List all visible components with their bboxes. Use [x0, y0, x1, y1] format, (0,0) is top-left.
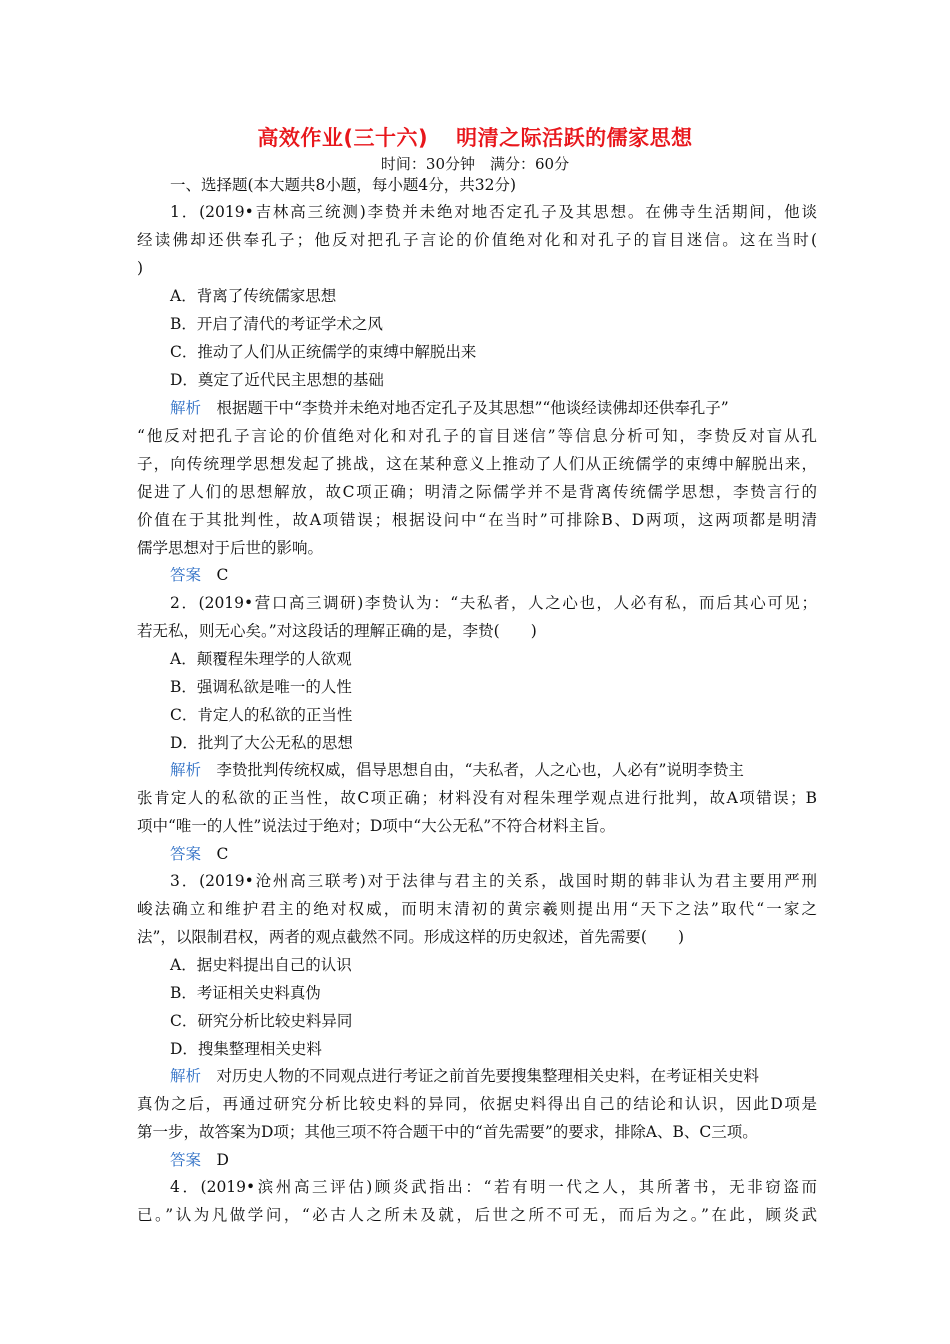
q1-analysis-line: 促进了人们的思想解放，故C项正确；明清之际儒学并不是背离传统儒学思想，李贽言行的: [137, 483, 817, 501]
q1-answer-line: [170, 565, 850, 585]
q2-analysis-text: 李贽批判传统权威，倡导思想自由，“夫私者，人之心也，人必有”说明李贽主: [216, 761, 744, 779]
answer-label: 答案: [170, 845, 202, 863]
q1-analysis-line: 儒学思想对于后世的影响。: [137, 539, 324, 557]
analysis-label: 解析: [170, 399, 202, 417]
answer-label: 答案: [170, 566, 202, 584]
q3-stem-line: 法”，以限制君权，两者的观点截然不同。形成这样的历史叙述，首先需要( ): [137, 928, 685, 946]
q1-stem-line: ): [137, 259, 144, 277]
q2-analysis-line: [170, 760, 850, 780]
q3-option-d: D．搜集整理相关史料: [170, 1040, 322, 1058]
q2-answer: C: [216, 845, 229, 863]
page-title: [0, 122, 950, 152]
q1-stem-line: 经读佛却还供奉孔子；他反对把孔子言论的价值绝对化和对孔子的盲目迷信。这在当时(: [137, 231, 817, 249]
title-topic: 明清之际活跃的儒家思想: [456, 126, 693, 150]
q3-analysis-line: 第一步，故答案为D项；其他三项不符合题干中的“首先需要”的要求，排除A、B、C三项。: [137, 1123, 758, 1141]
analysis-label: 解析: [170, 761, 202, 779]
q1-option-a: A．背离了传统儒家思想: [170, 287, 337, 305]
q1-analysis-line: 子，向传统理学思想发起了挑战，这在某种意义上推动了人们从正统儒学的束缚中解脱出来，: [137, 455, 817, 473]
q1-answer: C: [216, 566, 229, 584]
q1-option-d: D．奠定了近代民主思想的基础: [170, 371, 384, 389]
q2-answer-line: [170, 844, 850, 864]
q2-option-b: B．强调私欲是唯一的人性: [170, 678, 352, 696]
q1-analysis-line: 价值在于其批判性，故A项错误；根据设问中“在当时”可排除B、D两项，这两项都是明清: [137, 511, 817, 529]
q2-option-c: C．肯定人的私欲的正当性: [170, 706, 353, 724]
q3-option-a: A．据史料提出自己的认识: [170, 956, 352, 974]
q2-analysis-line: 项中“唯一的人性”说法过于绝对；D项中“大公无私”不符合材料主旨。: [137, 817, 616, 835]
q3-stem-line: 3．(2019•沧州高三联考)对于法律与君主的关系，战国时期的韩非认为君主要用严刑: [170, 872, 817, 890]
q3-answer-line: [170, 1150, 850, 1170]
q1-stem-line: 1．(2019•吉林高三统测)李贽并未绝对地否定孔子及其思想。在佛寺生活期间，他谈: [170, 203, 817, 221]
q2-stem-line: 2．(2019•营口高三调研)李贽认为：“夫私者，人之心也，人必有私，而后其心可见；: [170, 594, 817, 612]
q3-option-c: C．研究分析比较史料异同: [170, 1012, 353, 1030]
q3-stem-line: 峻法确立和维护君主的绝对权威，而明末清初的黄宗羲则提出用“天下之法”取代“一家之: [137, 900, 817, 918]
q3-analysis-text: 对历史人物的不同观点进行考证之前首先要搜集整理相关史料，在考证相关史料: [216, 1067, 760, 1085]
q1-analysis-text: 根据题干中“李贽并未绝对地否定孔子及其思想”“他谈经读佛却还供奉孔子”: [216, 399, 729, 417]
q2-option-a: A．颠覆程朱理学的人欲观: [170, 650, 352, 668]
answer-label: 答案: [170, 1151, 202, 1169]
q1-analysis-line: [170, 398, 850, 418]
q1-option-b: B．开启了清代的考证学术之风: [170, 315, 383, 333]
time-score-info: 时间：30分钟 满分：60分: [380, 155, 570, 173]
q3-option-b: B．考证相关史料真伪: [170, 984, 321, 1002]
q1-analysis-line: “他反对把孔子言论的价值绝对化和对孔子的盲目迷信”等信息分析可知，李贽反对盲从孔: [137, 427, 817, 445]
section-heading: 一、选择题(本大题共8小题，每小题4分，共32分): [170, 176, 517, 194]
q1-option-c: C．推动了人们从正统儒学的束缚中解脱出来: [170, 343, 477, 361]
q3-answer: D: [216, 1151, 229, 1169]
q2-stem-line: 若无私，则无心矣。”对这段话的理解正确的是，李贽( ): [137, 622, 537, 640]
title-main: 高效作业(三十六): [257, 126, 429, 150]
analysis-label: 解析: [170, 1067, 202, 1085]
q2-option-d: D．批判了大公无私的思想: [170, 734, 353, 752]
q4-stem-line: 已。”认为凡做学问，“必古人之所未及就，后世之所不可无，而后为之。”在此，顾炎武: [137, 1206, 817, 1224]
q4-stem-line: 4．(2019•滨州高三评估)顾炎武指出：“若有明一代之人，其所著书，无非窃盗而: [170, 1178, 817, 1196]
q3-analysis-line: 真伪之后，再通过研究分析比较史料的异同，依据史料得出自己的结论和认识，因此D项是: [137, 1095, 817, 1113]
q2-analysis-line: 张肯定人的私欲的正当性，故C项正确；材料没有对程朱理学观点进行批判，故A项错误；B: [137, 789, 817, 807]
q3-analysis-line: [170, 1066, 850, 1086]
